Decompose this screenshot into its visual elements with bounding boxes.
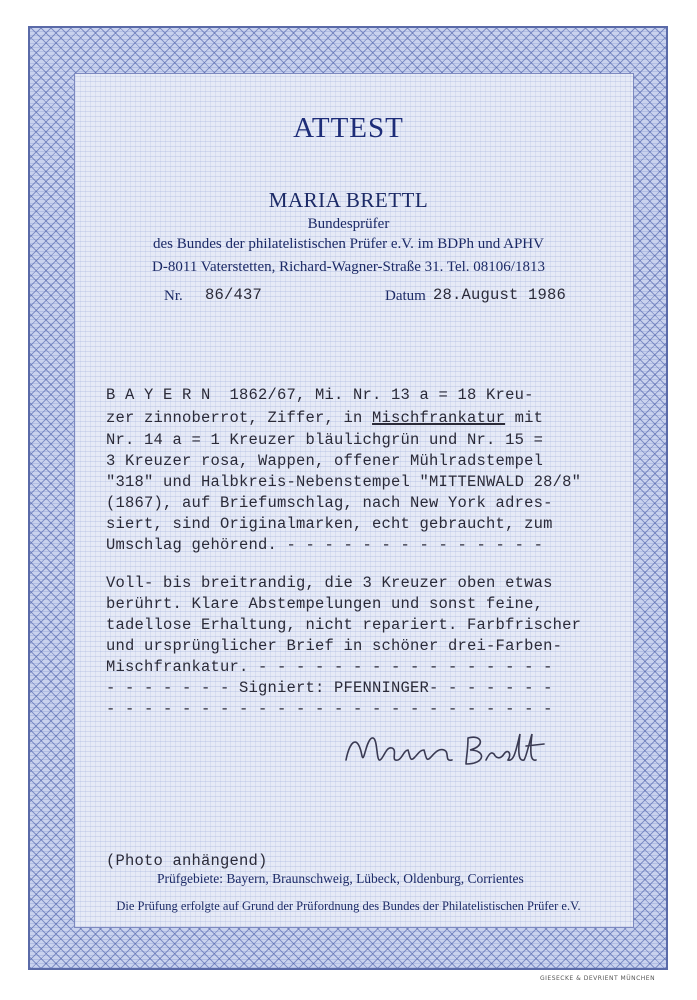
number-label: Nr.	[164, 288, 183, 304]
text-line: tadellose Erhaltung, nicht repariert. Farbfrischer	[106, 616, 582, 634]
certificate-title: ATTEST	[293, 112, 404, 144]
text-line: 3 Kreuzer rosa, Wappen, offener Mühlradstempel	[106, 452, 544, 470]
text-line: berührt. Klare Abstempelungen und sonst feine,	[106, 595, 544, 613]
text-line	[106, 409, 543, 427]
text-line: - - - - - - - Signiert: PFENNINGER- - - - - - -	[106, 679, 553, 697]
text-line: siert, sind Originalmarken, echt gebraucht, zum	[106, 515, 553, 533]
text-line: und ursprünglicher Brief in schöner drei-Farben-	[106, 637, 563, 655]
certificate-date: 28.August 1986	[433, 286, 567, 304]
text-line: Nr. 14 a = 1 Kreuzer bläulichgrün und Nr. 15 =	[106, 431, 544, 449]
text-line: (1867), auf Briefumschlag, nach New York adres-	[106, 494, 553, 512]
underlined-term: Mischfrankatur	[372, 409, 506, 427]
examiner-name: MARIA BRETTL	[268, 188, 429, 212]
text-line: B A Y E R N 1862/67, Mi. Nr. 13 a = 18 Kreu-	[106, 386, 534, 404]
text-fragment: zer zinnoberrot, Ziffer, in	[106, 409, 373, 427]
text-fragment: mit	[505, 409, 544, 427]
examiner-address: D-8011 Vaterstetten, Richard-Wagner-Straße 31. Tel. 08106/1813	[152, 259, 545, 275]
printer-mark: GIESECKE & DEVRIENT MÜNCHEN	[540, 975, 656, 982]
text-line: "318" und Halbkreis-Nebenstempel "MITTENWALD 28/8"	[106, 473, 582, 491]
examiner-role: Bundesprüfer	[307, 216, 390, 232]
text-line: Mischfrankatur. - - - - - - - - - - - - - - - -	[106, 658, 553, 676]
certificate-number: 86/437	[205, 286, 263, 304]
handwritten-signature	[340, 720, 570, 780]
regulation-note: Die Prüfung erfolgte auf Grund der Prüfordnung des Bundes der Philatelistischen Prüfer e.V.	[116, 899, 581, 913]
date-label: Datum	[385, 288, 426, 304]
examination-areas: Prüfgebiete: Bayern, Braunschweig, Lübeck, Oldenburg, Corrientes	[157, 871, 524, 886]
text-line: - - - - - - - - - - - - - - - - - - - - - - - -	[106, 700, 553, 718]
text-line: Voll- bis breitrandig, die 3 Kreuzer oben etwas	[106, 574, 553, 592]
photo-note: (Photo anhängend)	[106, 852, 268, 870]
text-line: Umschlag gehörend. - - - - - - - - - - - - - -	[106, 536, 544, 554]
examiner-association: des Bundes der philatelistischen Prüfer e.V. im BDPh und APHV	[153, 236, 544, 252]
